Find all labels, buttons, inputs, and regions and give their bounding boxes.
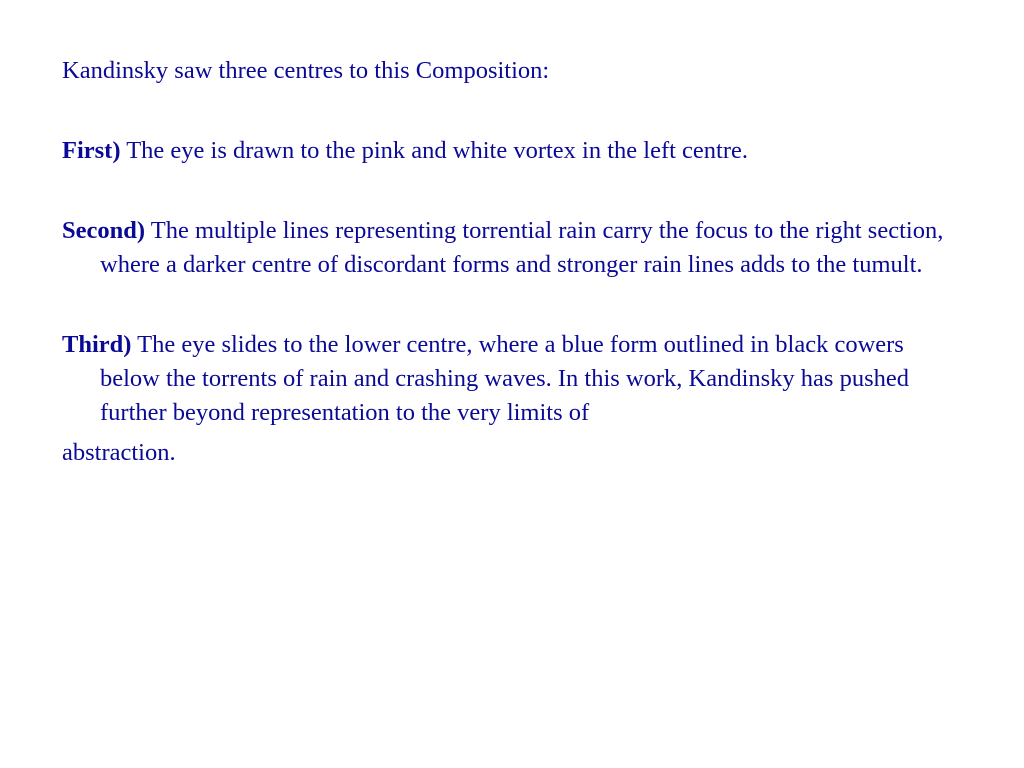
point-second (62, 214, 962, 282)
point-first-lead: First) (62, 137, 121, 164)
intro-text: Kandinsky saw three centres to this Composition: (62, 57, 550, 84)
point-third-text-end: abstraction. (62, 439, 176, 466)
point-second-text: The multiple lines representing torrential rain carry the focus to the right section, where a darker centre of discordant forms and stronger rain lines adds to the tumult. (100, 217, 944, 278)
point-second-lead: Second) (62, 217, 146, 244)
point-third (62, 328, 962, 470)
point-third-lead: Third) (62, 331, 132, 358)
point-first (62, 134, 962, 168)
point-third-text: The eye slides to the lower centre, where a blue form outlined in black cowers below the torrents of rain and crashing waves. In this work, Kandinsky has pushed further beyond representation to the very limits of (100, 331, 910, 426)
slide-body (62, 54, 962, 470)
point-first-text: The eye is drawn to the pink and white vortex in the left centre. (126, 137, 749, 164)
